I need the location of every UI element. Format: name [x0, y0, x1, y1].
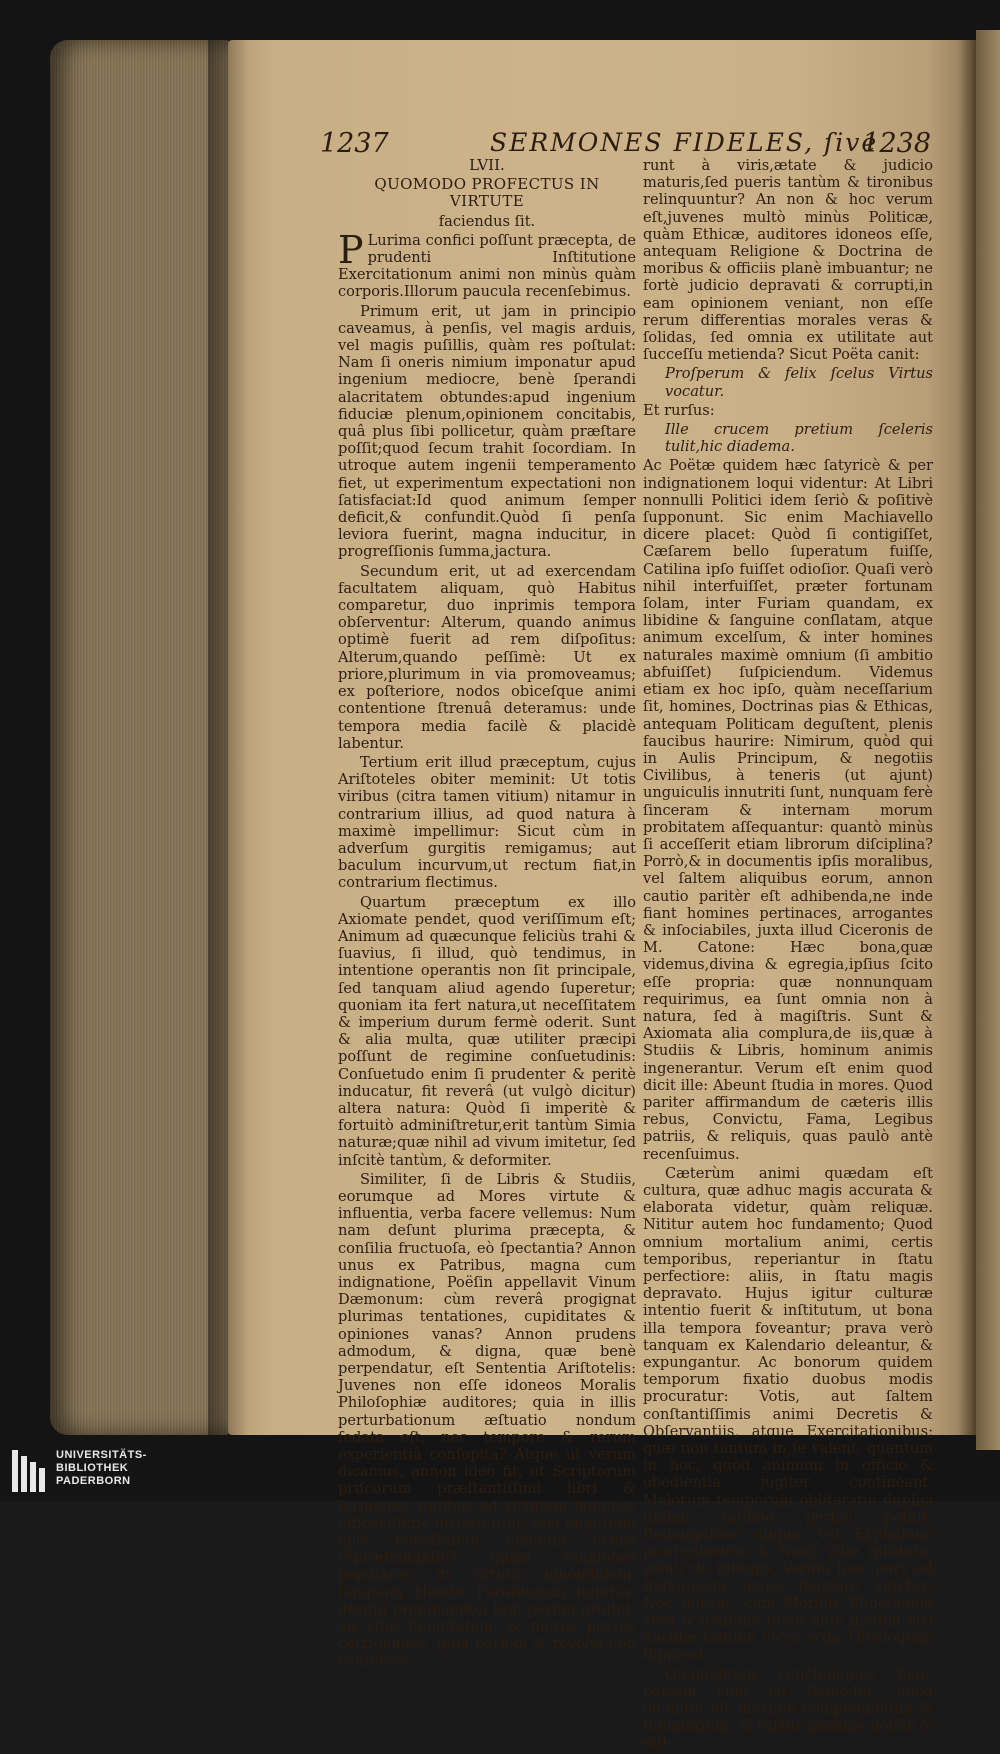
book-page-edges [50, 40, 230, 1435]
paragraph-text: Lurima confici poſſunt præcepta, de prudenti Inſtitutione Exercitationum animi non minùs quàm corporis.Illorum paucula recenſebimus. [338, 231, 636, 301]
logo-line: UNIVERSITÄTS- [56, 1449, 147, 1461]
left-text-column [338, 157, 636, 1672]
paragraph: Ac Poëtæ quidem hæc ſatyricè & per indignationem loqui videntur: At Libri nonnulli Politici idem ſeriò & poſitivè ſupponunt. Sic enim Machiavello dicere placet: Quòd ſi contigiſſet, Cæſarem bello ſuperatum fuiſſe, Catilina ipſo fuiſſet odioſior. Quaſi verò nihil interfuiſſet, præter fortunam ſolam, inter Furiam quandam, ex libidine & ſanguine conſlatam, atque animum excelſum, & inter homines naturales maximè omnium (ſi ambitio abfuiſſet) ſuſpiciendum. Videmus etiam ex hoc ipſo, quàm neceſſarium ſit, homines, Doctrinas pias & Ethicas, antequam Politicam deguſtent, plenis faucibus haurire: Nimirum, quòd qui in Aulis Principum, & negotiis Civilibus, à teneris (ut ajunt) unguiculis innutriti ſunt, nunquam ferè ſinceram & internam morum probitatem aſſequantur: quantò minùs ſi acceſſerit etiam librorum diſciplina? Porrò,& in documentis ipſis moralibus, vel ſaltem aliquibus eorum, annon cautio paritèr eſt adhibenda,ne inde fiant homines pertinaces, arrogantes & inſociabiles, juxta illud Ciceronis de M. Catone: Hæc bona,quæ videmus,divina & egregia,ipſius ſcito eſſe propria: quæ nonnunquam requirimus, ea ſunt omnia non à natura, ſed à magiſtris. Sunt & Axiomata alia complura,de iis,quæ à Studiis & Libris, hominum animis ingenerantur. Verum eſt enim quod dicit ille: Abeunt ſtudia in mores. Quod pariter affirmandum de cæteris illis rebus, Convictu, Fama, Legibus patriis, & reliquis, quas paulò antè recenſuimus. [643, 457, 933, 1163]
logo-line: BIBLIOTHEK [56, 1462, 129, 1474]
paragraph: Quartum præceptum ex illo Axiomate pendet, quod veriſſimum eſt; Animum ad quæcunque feliciùs trahi & ſuavius, ſi illud, quò tendimus, in intentione operantis non ſit principale, ſed tanquam aliud agendo ſuperetur; quoniam ita fert natura,ut neceſſitatem & imperium durum fermè oderit. Sunt & alia multa, quæ utiliter præcipi poſſunt de regimine conſuetudinis: Conſuetudo enim ſi prudenter & peritè inducatur, fit reverâ (ut vulgò dicitur) altera natura: Quòd ſi imperitè & fortuitò adminiſtretur,erit tantùm Simia naturæ;quæ nihil ad vivum imitetur, ſed inſcitè tantùm, & deformiter. [338, 893, 636, 1169]
library-logo-icon [12, 1450, 46, 1492]
paragraph: Cæterùm animi quædam eſt cultura, quæ adhuc magis accurata & elaborata videtur, quàm reliquæ. Nititur autem hoc fundamento; Quod omnium mortalium animi, certis temporibus, reperiantur in ſtatu perfectiore: aliis, in ſtatu magis depravato. Hujus igitur culturæ intentio fuerit & inſtitutum, ut bona illa tempora foveantur; prava verò tanquam ex Kalendario deleantur, & expungantur. Ac bonorum quidem temporum fixatio duobus modis procuratur: Votis, aut ſaltem conſtantiſſimis animi Decretis & Obſervantiis, atque Exercitationibus; quæ non tantum in ſe valent, quantum in hoc, quòd animum in officio & obedientia jugiter contineant. Malorum temporum obliteratio duplici itidem ratione perfici poteſt: Redemptione aliqua, vel Expiatione præteritorum; & Novo vitæ inſtituto, veluti de integro. Verùm hæc pars ad Religionem planè ſpectare videtur: Nec mirum, cùm Moralis Philoſophia vera & genuina (ſicut antè dictum eſt) ancillæ tantùm vices erga Theologiam ſuppleat. [643, 1164, 933, 1664]
right-text-column [643, 157, 933, 1754]
library-logo-text [56, 1449, 147, 1488]
paragraph: Similiter, ſi de Libris & Studiis, eorumque ad Mores virtute & influentia, verba facere vellemus: Num nam deſunt plurima præcepta, & conſilia fructuoſa, eò ſpectantia? Annon unus ex Patribus, magna cum indignatione, Poëſin appellavit Vinum Dæmonum: cùm reverâ progignat plurimas tentationes, cupiditates & opiniones vanas? Annon prudens admodum, & digna, quæ benè perpendatur, eſt Sententia Ariſtotelis: Juvenes non eſſe idoneos Moralis Philoſophiæ auditores; quia in illis perturbationum æſtuatio nondum ſedata eſt, nec tempore & rerum experientiâ conſopita? Atque ut verum dicamus, annon ideò fit, ut Scriptorum priſcorum præſtantiſſimi libri & ſermones, (quibus ad virtutem homines efficaciſſimè invitati ſunt; tàm anguſtam ejus majeſtatem omnium oculis repræſentando? quàm opiniones populares, in virtutis ignominiam, tanquam Habitu Paraſitorum indutas, deriſui propinando,) tàm parùm proſint, ad vitæ honeſtatem, & mores pravos corrigendos, quia perlegi & revolvi non conſueve- [338, 1170, 636, 1670]
facing-page-edge [976, 30, 1000, 1450]
logo-line: PADERBORN [56, 1475, 131, 1487]
drop-cap: P [338, 227, 364, 272]
paragraph: Primum erit, ut jam in principio caveamus, à penſis, vel magis arduis, vel magis puſillis, quàm res poſtulat: Nam ſi oneris nimium imponatur apud ingenium mediocre, benè ſperandi alacritatem obtundes:apud ingenium fiduciæ plenum,opinionem concitabis, quâ plus ſibi pollicetur, quàm præſtare poſſit;quod ſecum trahit ſocordiam. In utroque autem ingenii temperamento fiet, ut experimentum expectationi non ſatisfaciat:Id quod animum ſemper deficit,& confundit.Quòd ſi penſa leviora fuerint, magna inducitur, in progreſſionis ſumma,jactura. [338, 302, 636, 561]
page-shadow [208, 40, 248, 1435]
book-gutter [958, 40, 976, 1435]
paragraph: Quamobrem concludemus hanc partem cum eo Remedio, quod omnium eſt maximè compendioſum & ſummarium; & rurſus maximè nobile & effi- [643, 1665, 933, 1752]
chapter-title: QUOMODO PROFECTUS IN VIRTUTE [374, 175, 600, 211]
verse-intro: Et rurſus: [643, 401, 715, 419]
paragraph: Tertium erit illud præceptum, cujus Ariſtoteles obiter meminit: Ut totis viribus (citra tamen vitium) nitamur in contrarium illius, ad quod natura à maximè impellimur: Sicut cùm in adverſum gurgitis remigamus; aut baculum incurvum,ut rectum fiat,in contrarium flectimus. [338, 753, 636, 892]
paragraph: runt à viris,ætate & judicio maturis,ſed pueris tantùm & tironibus relinquuntur? An non & hoc verum eſt,juvenes multò minùs Politicæ, quàm Ethicæ, auditores idoneos eſſe, antequam Religione & Doctrina de moribus & officiis planè imbuantur; ne fortè judicio depravati & corrupti,in eam opinionem veniant, non eſſe rerum differentias morales veras & ſolidas, ſed omnia ex utilitate aut ſucceſſu metienda? Sicut Poëta canit: [643, 157, 933, 364]
running-title: SERMONES FIDELES, ſive [490, 128, 879, 157]
verse-quote: Ille crucem pretium ſceleris tulit,hic diadema. [665, 421, 933, 456]
chapter-number: LVII. [469, 156, 505, 174]
paragraph: Secundum erit, ut ad exercendam facultatem aliquam, quò Habitus comparetur, duo inprimis tempora obſerventur: Alterum, quando animus optimè fuerit ad rem diſpoſitus: Alterum,quando peſſimè: Ut ex priore,plurimum in via promoveamus; ex poſteriore, nodos obiceſque animi contentione ſtrenuâ deteramus: unde tempora media facilè & placidè labentur. [338, 562, 636, 752]
library-logo [8, 1446, 148, 1496]
chapter-title-continuation: faciendus ſit. [438, 212, 536, 230]
verse-quote: Proſperum & felix ſcelus Virtus vocatur. [665, 365, 933, 400]
first-paragraph [338, 227, 636, 301]
page-number-right: 1238 [862, 128, 931, 159]
page-number-left: 1237 [320, 128, 389, 159]
